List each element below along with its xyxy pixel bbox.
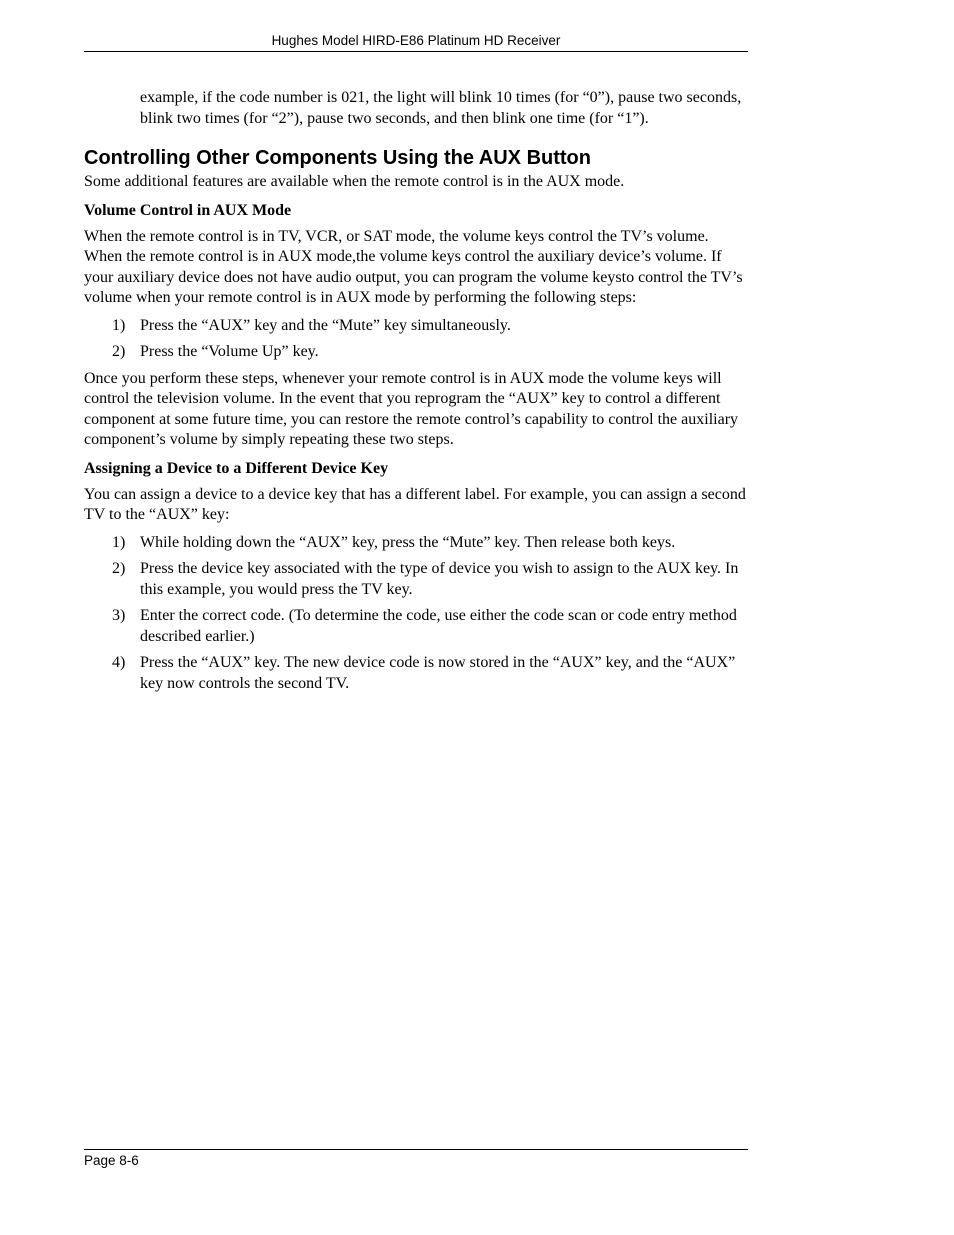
step-number: 3) (112, 607, 126, 624)
step-text: While holding down the “AUX” key, press the “Mute” key. Then release both keys. (140, 533, 676, 551)
step-number: 2) (112, 343, 126, 360)
step-text: Press the device key associated with the type of device you wish to assign to the AUX key. In this example, you would press the TV key. (140, 560, 739, 598)
page-footer (84, 1149, 748, 1168)
step-text: Press the “Volume Up” key. (140, 343, 319, 360)
volume-control-closing: Once you perform these steps, whenever your remote control is in AUX mode the volume keys will control the television volume. In the event that you reprogram the “AUX” key to control a different component at some future time, you can restore the remote control’s capability to control the auxiliary component’s volume by simply repeating these two steps. (84, 369, 739, 448)
volume-control-steps (84, 316, 748, 363)
header-title: Hughes Model HIRD-E86 Platinum HD Receiver (271, 33, 561, 48)
step-text: Press the “AUX” key. The new device code is now stored in the “AUX” key, and the “AUX” key now controls the second TV. (140, 654, 736, 692)
page-content (84, 88, 748, 700)
volume-control-paragraph: When the remote control is in TV, VCR, or SAT mode, the volume keys control the TV’s volume. When the remote control is in AUX mode,the volume keys control the auxiliary device’s volume. If your auxiliary device does not have audio output, you can program the volume keysto control the TV’s volume when your remote control is in AUX mode by performing the following steps: (84, 227, 743, 306)
list-item (84, 533, 748, 554)
list-item (84, 342, 748, 363)
section-heading: Controlling Other Components Using the AUX Button (84, 147, 591, 169)
list-item (84, 316, 748, 337)
step-number: 4) (112, 654, 126, 671)
list-item (84, 559, 748, 600)
step-number: 1) (112, 316, 126, 334)
step-number: 1) (112, 533, 126, 551)
list-item (84, 653, 748, 694)
assign-device-paragraph: You can assign a device to a device key that has a different label. For example, you can assign a second TV to the “AUX” key: (84, 485, 746, 523)
step-text: Enter the correct code. (To determine the code, use either the code scan or code entry method described earlier.) (140, 607, 737, 645)
list-item (84, 606, 748, 647)
assign-device-steps (84, 533, 748, 695)
step-number: 2) (112, 560, 126, 577)
page-number: Page 8-6 (84, 1153, 139, 1168)
section-intro: Some additional features are available when the remote control is in the AUX mode. (84, 173, 625, 190)
assign-device-heading: Assigning a Device to a Different Device Key (84, 459, 389, 477)
page-header (84, 33, 748, 52)
step-text: Press the “AUX” key and the “Mute” key simultaneously. (140, 316, 511, 334)
volume-control-heading: Volume Control in AUX Mode (84, 201, 292, 219)
intro-paragraph: example, if the code number is 021, the light will blink 10 times (for “0”), pause two seconds, blink two times (for “2”), pause two seconds, and then blink one time (for “1”). (140, 89, 742, 127)
